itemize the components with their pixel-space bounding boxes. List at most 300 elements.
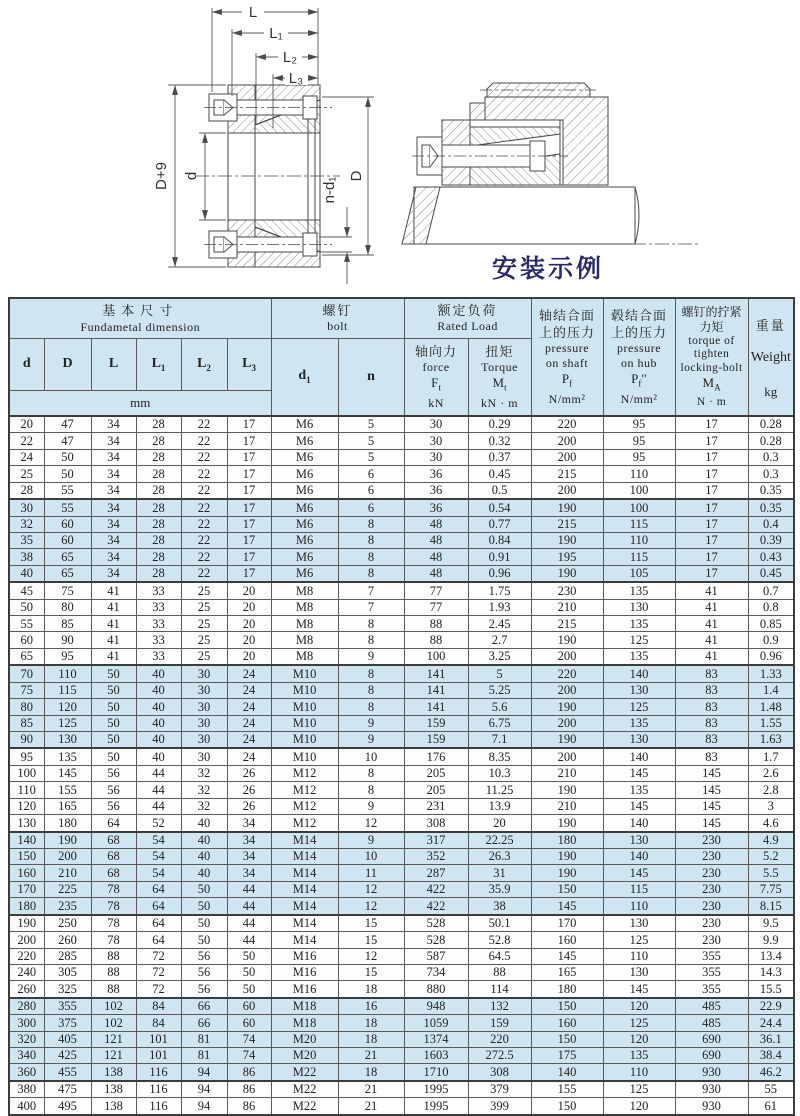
table-cell: 64 bbox=[136, 881, 181, 897]
table-row bbox=[9, 516, 794, 532]
table-cell: 17 bbox=[227, 532, 271, 548]
table-cell: 399 bbox=[468, 1098, 531, 1115]
table-cell: 0.28 bbox=[748, 416, 794, 433]
table-cell: 455 bbox=[44, 1064, 91, 1081]
table-cell: 83 bbox=[675, 699, 748, 715]
table-cell: 41 bbox=[675, 648, 748, 665]
table-cell: 40 bbox=[136, 699, 181, 715]
table-cell: 34 bbox=[91, 565, 136, 582]
table-cell: 9 bbox=[338, 648, 404, 665]
table-cell: 95 bbox=[603, 449, 675, 465]
table-cell: 32 bbox=[181, 798, 227, 814]
table-cell: 65 bbox=[44, 549, 91, 565]
table-cell: 135 bbox=[603, 715, 675, 731]
table-cell: 200 bbox=[531, 682, 603, 698]
table-cell: 0.32 bbox=[468, 433, 531, 449]
table-cell: 9.9 bbox=[748, 932, 794, 948]
table-cell: 130 bbox=[603, 599, 675, 615]
table-cell: 230 bbox=[675, 881, 748, 897]
table-cell: 28 bbox=[136, 433, 181, 449]
table-cell: 7.1 bbox=[468, 732, 531, 749]
table-cell: M14 bbox=[271, 848, 338, 864]
table-cell: 18 bbox=[338, 1031, 404, 1047]
table-cell: 180 bbox=[531, 981, 603, 998]
table-cell: 45 bbox=[9, 582, 44, 599]
table-cell: 0.7 bbox=[748, 582, 794, 599]
table-cell: 34 bbox=[91, 516, 136, 532]
table-cell: 40 bbox=[181, 848, 227, 864]
table-cell: 50 bbox=[9, 599, 44, 615]
table-cell: 110 bbox=[603, 466, 675, 482]
table-cell: 200 bbox=[531, 449, 603, 465]
table-cell: 230 bbox=[531, 582, 603, 599]
table-row bbox=[9, 865, 794, 881]
table-cell: 11 bbox=[338, 865, 404, 881]
table-cell: 30 bbox=[181, 665, 227, 682]
table-cell: 22.25 bbox=[468, 832, 531, 849]
table-cell: 8 bbox=[338, 682, 404, 698]
installation-geometry bbox=[402, 83, 700, 244]
table-cell: M6 bbox=[271, 565, 338, 582]
table-cell: 200 bbox=[531, 715, 603, 731]
table-cell: 308 bbox=[404, 815, 468, 832]
table-cell: 61 bbox=[748, 1098, 794, 1115]
table-cell: 8 bbox=[338, 565, 404, 582]
table-cell: M14 bbox=[271, 865, 338, 881]
table-cell: 28 bbox=[136, 482, 181, 499]
table-row bbox=[9, 433, 794, 449]
table-cell: 20 bbox=[227, 632, 271, 648]
table-cell: 114 bbox=[468, 981, 531, 998]
table-cell: 0.3 bbox=[748, 466, 794, 482]
table-cell: 8.35 bbox=[468, 748, 531, 765]
table-cell: 85 bbox=[9, 715, 44, 731]
table-cell: 0.37 bbox=[468, 449, 531, 465]
table-cell: 1995 bbox=[404, 1081, 468, 1098]
table-cell: 930 bbox=[675, 1098, 748, 1115]
table-cell: 68 bbox=[91, 848, 136, 864]
table-cell: 930 bbox=[675, 1081, 748, 1098]
table-cell: 83 bbox=[675, 748, 748, 765]
table-cell: 300 bbox=[9, 1015, 44, 1031]
table-cell: 74 bbox=[227, 1048, 271, 1064]
table-cell: 17 bbox=[675, 449, 748, 465]
table-cell: M12 bbox=[271, 815, 338, 832]
table-cell: M14 bbox=[271, 832, 338, 849]
table-cell: 220 bbox=[9, 948, 44, 964]
table-cell: M12 bbox=[271, 798, 338, 814]
table-cell: 94 bbox=[181, 1064, 227, 1081]
table-cell: 140 bbox=[603, 848, 675, 864]
table-cell: 17 bbox=[227, 466, 271, 482]
table-cell: 10 bbox=[338, 848, 404, 864]
table-cell: 20 bbox=[227, 582, 271, 599]
table-row bbox=[9, 981, 794, 998]
table-cell: 145 bbox=[675, 765, 748, 781]
table-row bbox=[9, 699, 794, 715]
table-cell: 56 bbox=[181, 948, 227, 964]
table-cell: 379 bbox=[468, 1081, 531, 1098]
table-cell: 360 bbox=[9, 1064, 44, 1081]
table-cell: 235 bbox=[44, 898, 91, 915]
table-row bbox=[9, 782, 794, 798]
table-cell: 32 bbox=[9, 516, 44, 532]
table-cell: 225 bbox=[44, 881, 91, 897]
table-row bbox=[9, 1081, 794, 1098]
table-cell: 50 bbox=[91, 699, 136, 715]
table-cell: 41 bbox=[91, 616, 136, 632]
table-cell: 64 bbox=[136, 932, 181, 948]
col-d: d bbox=[9, 338, 44, 390]
table-cell: 85 bbox=[44, 616, 91, 632]
table-cell: 135 bbox=[603, 1048, 675, 1064]
table-cell: 40 bbox=[136, 665, 181, 682]
table-cell: 50 bbox=[91, 682, 136, 698]
table-cell: 485 bbox=[675, 998, 748, 1015]
table-row bbox=[9, 416, 794, 433]
table-cell: 17 bbox=[675, 416, 748, 433]
table-cell: 26 bbox=[227, 765, 271, 781]
table-cell: 1.55 bbox=[748, 715, 794, 731]
table-cell: 5.2 bbox=[748, 848, 794, 864]
table-cell: M16 bbox=[271, 964, 338, 980]
table-cell: M6 bbox=[271, 499, 338, 516]
table-cell: 12 bbox=[338, 948, 404, 964]
table-cell: M8 bbox=[271, 582, 338, 599]
table-cell: 215 bbox=[531, 466, 603, 482]
table-cell: M10 bbox=[271, 665, 338, 682]
table-cell: 50 bbox=[91, 715, 136, 731]
table-cell: 40 bbox=[181, 865, 227, 881]
table-cell: 8 bbox=[338, 532, 404, 548]
table-cell: 64 bbox=[136, 898, 181, 915]
table-cell: 25 bbox=[9, 466, 44, 482]
table-cell: 190 bbox=[531, 732, 603, 749]
table-cell: 88 bbox=[91, 981, 136, 998]
table-cell: 68 bbox=[91, 832, 136, 849]
table-cell: 320 bbox=[9, 1031, 44, 1047]
table-cell: 0.54 bbox=[468, 499, 531, 516]
table-cell: 35 bbox=[9, 532, 44, 548]
table-cell: 5 bbox=[338, 416, 404, 433]
table-cell: 22 bbox=[181, 449, 227, 465]
table-cell: 308 bbox=[468, 1064, 531, 1081]
table-cell: 14.3 bbox=[748, 964, 794, 980]
table-cell: 135 bbox=[603, 582, 675, 599]
table-cell: 145 bbox=[603, 798, 675, 814]
table-row bbox=[9, 549, 794, 565]
table-cell: 0.96 bbox=[748, 648, 794, 665]
table-cell: 17 bbox=[227, 433, 271, 449]
table-cell: 375 bbox=[44, 1015, 91, 1031]
table-cell: 18 bbox=[338, 981, 404, 998]
table-cell: 28 bbox=[136, 532, 181, 548]
table-cell: 34 bbox=[91, 416, 136, 433]
table-cell: 95 bbox=[9, 748, 44, 765]
table-row bbox=[9, 732, 794, 749]
table-cell: M14 bbox=[271, 915, 338, 932]
table-cell: 80 bbox=[9, 699, 44, 715]
table-cell: 54 bbox=[136, 832, 181, 849]
table-cell: 190 bbox=[531, 499, 603, 516]
table-cell: 120 bbox=[44, 699, 91, 715]
table-cell: 74 bbox=[227, 1031, 271, 1047]
table-cell: 10 bbox=[338, 748, 404, 765]
table-cell: 5.5 bbox=[748, 865, 794, 881]
table-cell: 34 bbox=[227, 815, 271, 832]
table-cell: 15.5 bbox=[748, 981, 794, 998]
table-cell: 425 bbox=[44, 1048, 91, 1064]
table-cell: 145 bbox=[603, 865, 675, 881]
table-cell: 215 bbox=[531, 616, 603, 632]
table-cell: 170 bbox=[531, 915, 603, 932]
table-cell: 102 bbox=[91, 1015, 136, 1031]
table-cell: 1374 bbox=[404, 1031, 468, 1047]
table-cell: 145 bbox=[675, 815, 748, 832]
table-cell: 100 bbox=[9, 765, 44, 781]
table-cell: 132 bbox=[468, 998, 531, 1015]
table-cell: 40 bbox=[136, 748, 181, 765]
table-cell: 60 bbox=[44, 516, 91, 532]
table-cell: 24 bbox=[227, 715, 271, 731]
table-cell: 130 bbox=[603, 964, 675, 980]
table-cell: 100 bbox=[603, 499, 675, 516]
table-cell: 130 bbox=[603, 915, 675, 932]
table-cell: 0.8 bbox=[748, 599, 794, 615]
assembly-geometry bbox=[195, 85, 340, 267]
table-row bbox=[9, 682, 794, 698]
table-cell: 200 bbox=[531, 433, 603, 449]
table-cell: M10 bbox=[271, 748, 338, 765]
table-cell: 88 bbox=[91, 948, 136, 964]
table-cell: 30 bbox=[181, 715, 227, 731]
table-cell: 0.45 bbox=[748, 565, 794, 582]
table-row bbox=[9, 898, 794, 915]
table-cell: M8 bbox=[271, 616, 338, 632]
table-cell: 22 bbox=[9, 433, 44, 449]
table-cell: 95 bbox=[44, 648, 91, 665]
table-cell: M10 bbox=[271, 682, 338, 698]
table-cell: 190 bbox=[531, 848, 603, 864]
table-cell: 7 bbox=[338, 599, 404, 615]
table-cell: 75 bbox=[9, 682, 44, 698]
col-weight: 重量 Weight kg bbox=[748, 298, 794, 416]
table-cell: M6 bbox=[271, 466, 338, 482]
table-row bbox=[9, 1015, 794, 1031]
table-cell: 50 bbox=[227, 948, 271, 964]
table-cell: 880 bbox=[404, 981, 468, 998]
table-cell: M10 bbox=[271, 715, 338, 731]
col-L: L bbox=[91, 338, 136, 390]
table-cell: 17 bbox=[675, 549, 748, 565]
table-cell: 30 bbox=[181, 682, 227, 698]
table-cell: 24 bbox=[227, 699, 271, 715]
table-cell: 41 bbox=[91, 582, 136, 599]
table-row bbox=[9, 648, 794, 665]
table-cell: M10 bbox=[271, 699, 338, 715]
table-cell: 1059 bbox=[404, 1015, 468, 1031]
table-cell: 120 bbox=[603, 1031, 675, 1047]
table-cell: 160 bbox=[9, 865, 44, 881]
table-cell: 17 bbox=[675, 433, 748, 449]
table-row bbox=[9, 599, 794, 615]
table-cell: M20 bbox=[271, 1031, 338, 1047]
table-cell: 0.3 bbox=[748, 449, 794, 465]
table-cell: 55 bbox=[44, 482, 91, 499]
table-cell: 81 bbox=[181, 1031, 227, 1047]
table-cell: 495 bbox=[44, 1098, 91, 1115]
table-cell: 0.9 bbox=[748, 632, 794, 648]
table-cell: 2.6 bbox=[748, 765, 794, 781]
table-row bbox=[9, 1098, 794, 1115]
table-cell: 5.6 bbox=[468, 699, 531, 715]
table-cell: 50 bbox=[91, 665, 136, 682]
table-cell: 116 bbox=[136, 1064, 181, 1081]
table-cell: 22 bbox=[181, 532, 227, 548]
table-cell: 15 bbox=[338, 964, 404, 980]
table-cell: 110 bbox=[603, 898, 675, 915]
table-cell: M6 bbox=[271, 416, 338, 433]
table-cell: 1995 bbox=[404, 1098, 468, 1115]
col-pressure-hub: 毂结合面 上的压力 pressure on hub $P_f''$ N/mm² bbox=[603, 298, 675, 416]
table-cell: 0.35 bbox=[748, 499, 794, 516]
col-d1: $d_1$ bbox=[271, 338, 338, 416]
table-cell: 22 bbox=[181, 499, 227, 516]
table-cell: 140 bbox=[9, 832, 44, 849]
table-cell: 56 bbox=[181, 981, 227, 998]
table-cell: 587 bbox=[404, 948, 468, 964]
table-cell: 95 bbox=[603, 433, 675, 449]
table-row bbox=[9, 482, 794, 499]
table-cell: M14 bbox=[271, 898, 338, 915]
table-cell: 86 bbox=[227, 1098, 271, 1115]
table-cell: 38 bbox=[9, 549, 44, 565]
table-cell: 44 bbox=[136, 798, 181, 814]
table-cell: 100 bbox=[404, 648, 468, 665]
table-cell: 305 bbox=[44, 964, 91, 980]
table-cell: 6 bbox=[338, 482, 404, 499]
table-cell: 120 bbox=[9, 798, 44, 814]
table-cell: 44 bbox=[227, 881, 271, 897]
table-cell: 78 bbox=[91, 932, 136, 948]
table-cell: 100 bbox=[603, 482, 675, 499]
table-cell: 50 bbox=[181, 915, 227, 932]
table-cell: 31 bbox=[468, 865, 531, 881]
table-cell: M22 bbox=[271, 1098, 338, 1115]
table-cell: 55 bbox=[748, 1081, 794, 1098]
table-cell: 230 bbox=[675, 915, 748, 932]
table-cell: 150 bbox=[531, 1098, 603, 1115]
table-cell: 930 bbox=[675, 1064, 748, 1081]
table-row bbox=[9, 665, 794, 682]
table-cell: 28 bbox=[136, 449, 181, 465]
table-cell: 121 bbox=[91, 1031, 136, 1047]
table-cell: 8.15 bbox=[748, 898, 794, 915]
table-cell: 50 bbox=[227, 981, 271, 998]
table-cell: 140 bbox=[603, 748, 675, 765]
table-cell: 46.2 bbox=[748, 1064, 794, 1081]
table-cell: 159 bbox=[404, 732, 468, 749]
table-cell: 4.6 bbox=[748, 815, 794, 832]
table-cell: M8 bbox=[271, 632, 338, 648]
table-cell: 17 bbox=[675, 516, 748, 532]
table-cell: 66 bbox=[181, 1015, 227, 1031]
table-row bbox=[9, 632, 794, 648]
table-cell: 21 bbox=[338, 1098, 404, 1115]
table-cell: M22 bbox=[271, 1064, 338, 1081]
table-cell: 50 bbox=[91, 732, 136, 749]
table-cell: 1.4 bbox=[748, 682, 794, 698]
table-cell: 17 bbox=[227, 482, 271, 499]
table-cell: 230 bbox=[675, 865, 748, 881]
table-row bbox=[9, 582, 794, 599]
table-cell: 190 bbox=[531, 565, 603, 582]
table-cell: 140 bbox=[603, 665, 675, 682]
table-cell: 135 bbox=[44, 748, 91, 765]
table-cell: 190 bbox=[9, 915, 44, 932]
table-cell: 22 bbox=[181, 416, 227, 433]
table-cell: 88 bbox=[404, 616, 468, 632]
table-cell: 95 bbox=[603, 416, 675, 433]
table-cell: 81 bbox=[181, 1048, 227, 1064]
table-cell: 190 bbox=[531, 532, 603, 548]
table-cell: 130 bbox=[44, 732, 91, 749]
table-cell: 272.5 bbox=[468, 1048, 531, 1064]
table-cell: 190 bbox=[531, 865, 603, 881]
table-cell: 355 bbox=[675, 948, 748, 964]
table-cell: 56 bbox=[91, 765, 136, 781]
table-cell: 6 bbox=[338, 466, 404, 482]
table-cell: M6 bbox=[271, 433, 338, 449]
table-cell: 88 bbox=[468, 964, 531, 980]
col-D: D bbox=[44, 338, 91, 390]
table-cell: 145 bbox=[44, 765, 91, 781]
table-cell: M6 bbox=[271, 549, 338, 565]
table-cell: 47 bbox=[44, 416, 91, 433]
table-row bbox=[9, 915, 794, 932]
table-cell: 17 bbox=[227, 449, 271, 465]
table-cell: 145 bbox=[675, 798, 748, 814]
table-cell: M16 bbox=[271, 981, 338, 998]
table-cell: 34 bbox=[227, 848, 271, 864]
table-cell: 40 bbox=[136, 732, 181, 749]
table-cell: 101 bbox=[136, 1048, 181, 1064]
table-cell: 138 bbox=[91, 1081, 136, 1098]
table-cell: 141 bbox=[404, 665, 468, 682]
table-cell: M18 bbox=[271, 1015, 338, 1031]
table-row bbox=[9, 565, 794, 582]
table-cell: 36 bbox=[404, 482, 468, 499]
table-cell: 380 bbox=[9, 1081, 44, 1098]
table-cell: 175 bbox=[531, 1048, 603, 1064]
table-cell: 77 bbox=[404, 582, 468, 599]
table-cell: 33 bbox=[136, 648, 181, 665]
table-cell: 120 bbox=[603, 998, 675, 1015]
table-cell: 83 bbox=[675, 732, 748, 749]
table-row bbox=[9, 1048, 794, 1064]
table-cell: 1.63 bbox=[748, 732, 794, 749]
table-cell: M12 bbox=[271, 765, 338, 781]
table-row bbox=[9, 932, 794, 948]
table-cell: 355 bbox=[675, 964, 748, 980]
table-row bbox=[9, 616, 794, 632]
table-cell: 8 bbox=[338, 549, 404, 565]
table-cell: 18 bbox=[338, 1064, 404, 1081]
group-bolt: 螺钉 bolt bbox=[271, 298, 404, 338]
table-cell: 33 bbox=[136, 599, 181, 615]
table-cell: 36.1 bbox=[748, 1031, 794, 1047]
table-cell: 55 bbox=[9, 616, 44, 632]
